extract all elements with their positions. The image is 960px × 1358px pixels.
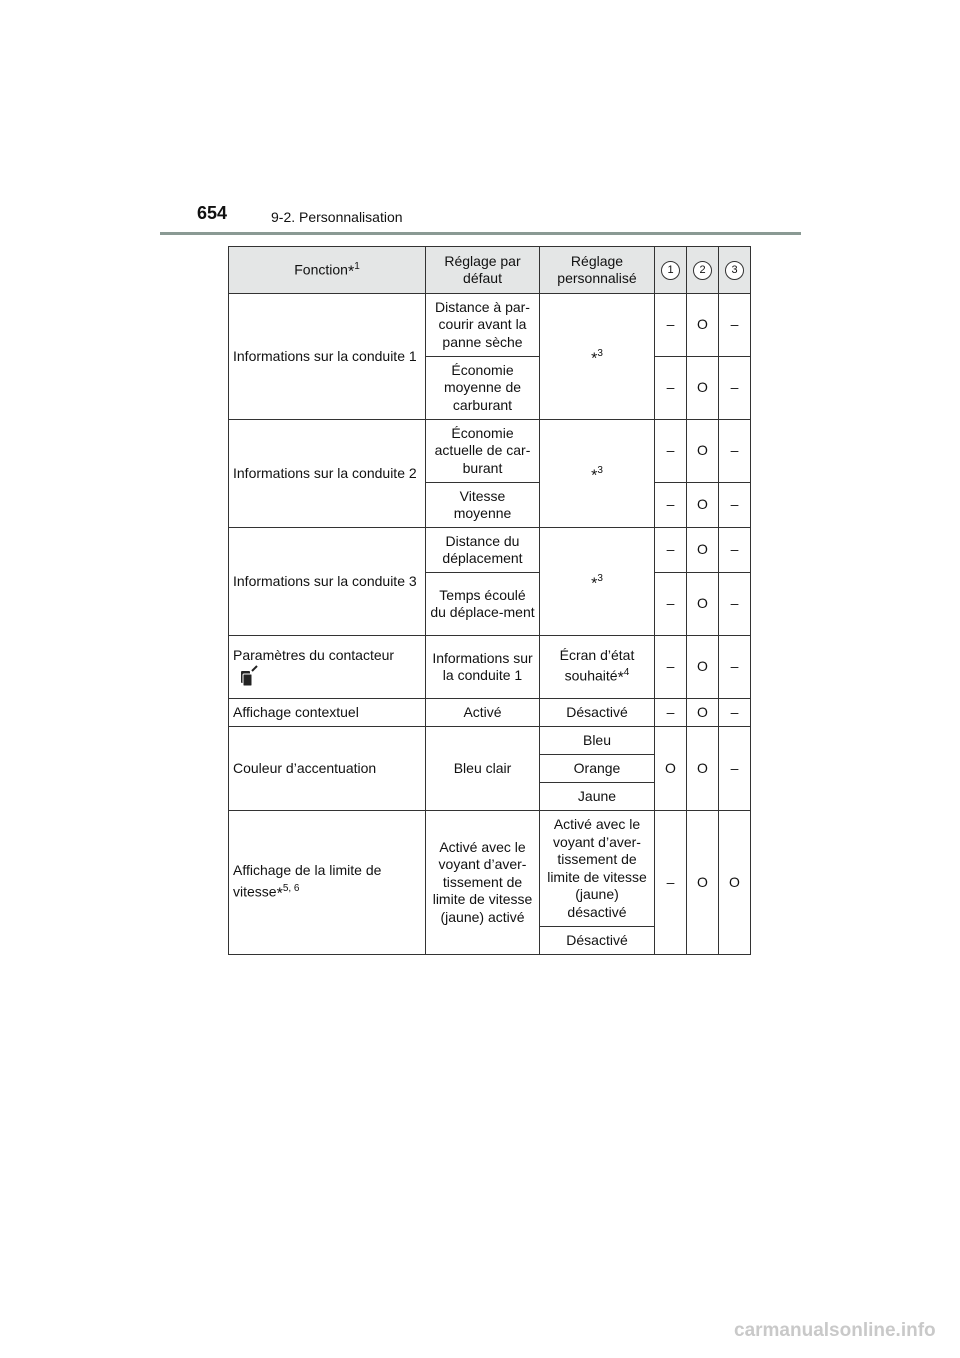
table-row [229, 699, 751, 727]
multi-info-switch-icon [239, 665, 259, 687]
header-function [229, 247, 426, 294]
function-cell [229, 811, 426, 955]
footnote-ref: 3 [597, 572, 603, 584]
circle-1-icon: 1 [661, 261, 680, 280]
col1-cell: – [655, 420, 687, 483]
asterisk-icon: * [591, 575, 598, 593]
header-default: Réglage par défaut [426, 247, 540, 294]
table-row [229, 420, 751, 483]
table-row [229, 294, 751, 357]
header-col1 [655, 247, 687, 294]
default-cell: Économie moyenne de carburant [426, 357, 540, 420]
footnote-ref: 4 [623, 667, 630, 679]
header-col3 [719, 247, 751, 294]
custom-cell: Bleu [540, 727, 655, 755]
custom-cell [540, 420, 655, 528]
asterisk-icon: * [276, 885, 283, 903]
col3-cell: – [719, 294, 751, 357]
circle-3-icon: 3 [725, 261, 744, 280]
function-label: Paramètres du contacteur [233, 647, 395, 664]
header-row [229, 247, 751, 294]
default-cell: Bleu clair [426, 727, 540, 811]
asterisk-icon: * [591, 350, 598, 368]
col1-cell: – [655, 811, 687, 955]
col3-cell: – [719, 357, 751, 420]
col1-cell: – [655, 357, 687, 420]
col2-cell: O [687, 357, 719, 420]
settings-table [228, 246, 751, 955]
default-cell: Activé avec le voyant d’aver-tissement de limite de vitesse (jaune) activé [426, 811, 540, 955]
function-cell: Informations sur la conduite 3 [229, 528, 426, 636]
custom-cell [540, 294, 655, 420]
col3-cell: – [719, 699, 751, 727]
table-row [229, 636, 751, 699]
default-cell: Distance du déplacement [426, 528, 540, 573]
col2-cell: O [687, 528, 719, 573]
watermark: carmanualsonline.info [734, 1320, 936, 1341]
default-cell: Distance à par-courir avant la panne sèche [426, 294, 540, 357]
footnote-ref: 1 [354, 261, 360, 273]
col1-cell: O [655, 727, 687, 811]
col3-cell: – [719, 420, 751, 483]
col2-cell: O [687, 573, 719, 636]
col2-cell: O [687, 636, 719, 699]
function-cell: Informations sur la conduite 1 [229, 294, 426, 420]
header-rule [160, 232, 801, 235]
footnote-ref: 3 [597, 347, 603, 359]
header-function-label: Fonction [294, 262, 348, 279]
function-cell: Affichage contextuel [229, 699, 426, 727]
col3-cell: – [719, 727, 751, 811]
function-cell: Couleur d’accentuation [229, 727, 426, 811]
custom-cell: Jaune [540, 783, 655, 811]
asterisk-icon: * [617, 669, 624, 687]
custom-cell: Désactivé [540, 927, 655, 955]
col3-cell: – [719, 636, 751, 699]
custom-cell [540, 636, 655, 699]
custom-label: Écran d’état souhaité [559, 646, 635, 684]
table-row [229, 811, 751, 927]
header-custom: Réglage personnalisé [540, 247, 655, 294]
col2-cell: O [687, 483, 719, 528]
default-cell: Activé [426, 699, 540, 727]
default-cell: Informations sur la conduite 1 [426, 636, 540, 699]
col3-cell: – [719, 528, 751, 573]
default-cell: Économie actuelle de car-burant [426, 420, 540, 483]
col2-cell: O [687, 294, 719, 357]
header-col2 [687, 247, 719, 294]
custom-cell: Activé avec le voyant d’aver-tissement de limite de vitesse (jaune) désactivé [540, 811, 655, 927]
default-cell: Temps écoulé du déplace-ment [426, 573, 540, 636]
table-row [229, 528, 751, 573]
custom-cell [540, 528, 655, 636]
footnote-ref: 5, 6 [282, 882, 300, 894]
col1-cell: – [655, 294, 687, 357]
col1-cell: – [655, 528, 687, 573]
col3-cell: – [719, 573, 751, 636]
col2-cell: O [687, 811, 719, 955]
table-row [229, 727, 751, 755]
asterisk-icon: * [347, 264, 355, 282]
page-number: 654 [197, 203, 228, 223]
function-cell: Informations sur la conduite 2 [229, 420, 426, 528]
default-cell: Vitesse moyenne [426, 483, 540, 528]
col2-cell: O [687, 420, 719, 483]
col2-cell: O [687, 727, 719, 811]
asterisk-icon: * [591, 467, 598, 485]
function-cell [229, 636, 426, 699]
custom-cell: Désactivé [540, 699, 655, 727]
col1-cell: – [655, 636, 687, 699]
circle-2-icon: 2 [693, 261, 712, 280]
col3-cell: – [719, 483, 751, 528]
col1-cell: – [655, 573, 687, 636]
col2-cell: O [687, 699, 719, 727]
col3-cell: O [719, 811, 751, 955]
custom-cell: Orange [540, 755, 655, 783]
function-label: Affichage de la limite de vitesse [233, 862, 382, 900]
section-title: 9-2. Personnalisation [271, 209, 403, 225]
col1-cell: – [655, 699, 687, 727]
col1-cell: – [655, 483, 687, 528]
footnote-ref: 3 [597, 464, 603, 476]
